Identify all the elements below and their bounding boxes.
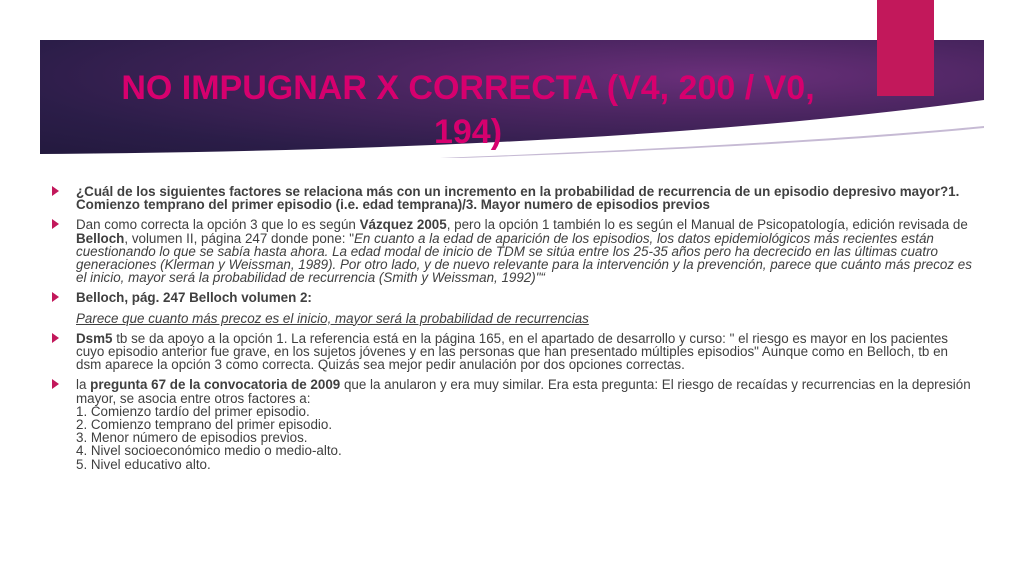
belloch-underlined-quote: Parece que cuanto más precoz es el inicio, mayor será la probabilidad de recurrencias: [76, 310, 589, 326]
belloch-ref-text: Belloch, pág. 247 Belloch volumen 2:: [76, 290, 312, 306]
option-3: 3. Menor número de episodios previos.: [76, 430, 308, 446]
text-segment: Dan como correcta la opción 3 que lo es según: [76, 217, 360, 233]
bullet-dsm5: [52, 332, 976, 372]
option-1: 1. Comienzo tardío del primer episodio.: [76, 403, 310, 419]
option-2: 2. Comienzo temprano del primer episodio.: [76, 417, 333, 433]
text-segment: , pero la opción 1 también lo es según el Manual de Psicopatología, edición revisada de: [446, 217, 968, 233]
text-dsm5: Dsm5: [76, 330, 113, 346]
corner-accent-tab: [877, 0, 934, 96]
question-text: ¿Cuál de los siguientes factores se relaciona más con un incremento en la probabilidad de recurrencia de un episodio depresivo mayor?1. Comienzo temprano del primer episodio (i.e. edad temprana)/3. Mayor numero de episodios previos: [76, 184, 960, 213]
bullet-arrow-icon: [52, 186, 59, 196]
slide-title: NO IMPUGNAR X CORRECTA (V4, 200 / V0, 194): [121, 69, 815, 151]
bullet-arrow-icon: [52, 292, 59, 302]
text-segment: , volumen II, página 247 donde pone: ": [124, 230, 354, 246]
option-4: 4. Nivel socioeconómico medio o medio-alto.: [76, 443, 342, 459]
bullet-vazquez-belloch: [52, 218, 976, 284]
bullet-arrow-icon: [52, 333, 59, 343]
bullet-arrow-icon: [52, 219, 59, 229]
text-segment: que la anularon y era muy similar. Era esta pregunta: El riesgo de recaídas y recurrencias en la depresión mayor, se asocia entre otros factores a:: [76, 377, 971, 406]
text-vazquez: Vázquez 2005: [359, 217, 447, 233]
slide-content: [52, 185, 976, 478]
text-pregunta-67: pregunta 67 de la convocatoria de 2009: [90, 377, 341, 393]
bullet-pregunta-67: [52, 378, 976, 470]
bullet-arrow-icon: [52, 379, 59, 389]
text-belloch: Belloch: [76, 230, 125, 246]
text-segment: la: [76, 377, 91, 393]
bullet-question: [52, 185, 976, 211]
belloch-quote: En cuanto a la edad de aparición de los episodios, los datos epidemiológicos más recientes están cuestionando lo que se sabía hasta ahora. La edad modal de inicio de TDM se sitúa entre los 25-35 años pero ha decrecido en las últimas cuatro generaciones (Klerman y Weissman, 1989). Por otro lado, y de nuevo relevante para la intervención y la prevención, parece que cuánto más precoz es el inicio, mayor será la probabilidad de recurrencia (Smith y Weissman, 1992)"“: [76, 230, 972, 286]
option-5: 5. Nivel educativo alto.: [76, 456, 211, 472]
bullet-belloch-ref: [52, 291, 976, 304]
text-segment: tb se da apoyo a la opción 1. La referencia está en la página 165, en el apartado de desarrollo y curso: " el riesgo es mayor en los pacientes cuyo episodio anterior fue grave, en los sujetos jóvenes y en las personas que han presentado múltiples episodios" Aunque como en Belloch, tb en dsm aparece la opción 3 como correcta. Quizás sea mejor pedir anulación por dos opciones correctas.: [76, 330, 948, 373]
